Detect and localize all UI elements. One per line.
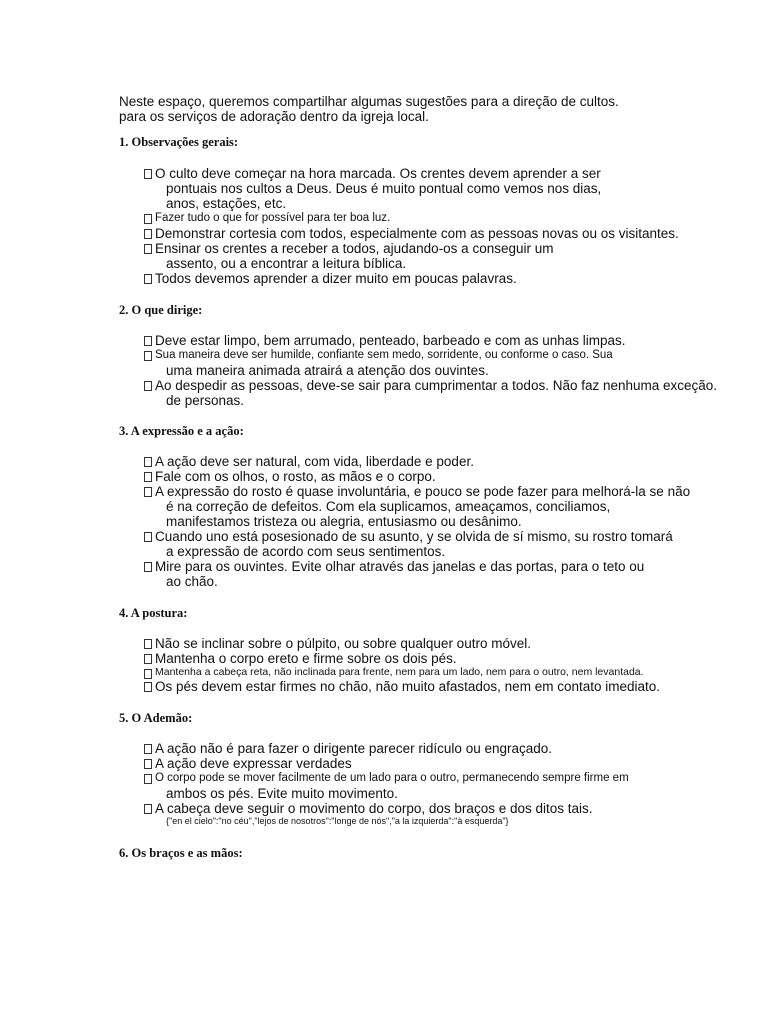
intro-line: para os serviços de adoração dentro da igreja local. — [119, 109, 429, 124]
section-list — [119, 454, 719, 589]
checkbox-glyph-icon — [144, 472, 152, 482]
checkbox-glyph-icon — [144, 759, 152, 769]
checkbox-glyph-icon — [144, 804, 152, 814]
checkbox-glyph-icon — [144, 351, 152, 361]
section-title: 3. A expressão e a ação: — [119, 424, 244, 438]
checkbox-glyph-icon — [144, 336, 152, 346]
list-item: A ação não é para fazer o dirigente parecer ridículo ou engraçado. — [144, 741, 719, 756]
list-item: Mantenha a cabeça reta, não inclinada para frente, nem para um lado, nem para o outro, nem levantada. — [144, 666, 719, 679]
list-item: Ensinar os crentes a receber a todos, ajudando-os a conseguir um assento, ou a encontrar a leitura bíblica. — [144, 241, 719, 271]
list-item: Ao despedir as pessoas, deve-se sair para cumprimentar a todos. Não faz nenhuma exceção. de personas. — [144, 378, 719, 408]
checkbox-glyph-icon — [144, 744, 152, 754]
checkbox-glyph-icon — [144, 639, 152, 649]
list-item: A cabeça deve seguir o movimento do corpo, dos braços e dos ditos tais. — [144, 801, 719, 816]
list-item: Os pés devem estar firmes no chão, não muito afastados, nem em contato imediato. — [144, 679, 719, 694]
intro-line: Neste espaço, queremos compartilhar algumas sugestões para a direção de cultos. — [119, 94, 619, 109]
list-item: Demonstrar cortesia com todos, especialmente com as pessoas novas ou os visitantes. — [144, 226, 719, 241]
list-item: Sua maneira deve ser humilde, confiante sem medo, sorridente, ou conforme o caso. Sua uma maneira animada atrairá a atenção dos ouvintes. — [144, 348, 719, 378]
section-list — [119, 741, 719, 816]
checkbox-glyph-icon — [144, 532, 152, 542]
checkbox-glyph-icon — [144, 169, 152, 179]
checkbox-glyph-icon — [144, 229, 152, 239]
section-list — [119, 166, 719, 286]
list-item: O culto deve começar na hora marcada. Os crentes devem aprender a ser pontuais nos cultos a Deus. Deus é muito pontual como vemos nos dias, anos, estações, etc. — [144, 166, 719, 211]
list-item: Fale com os olhos, o rosto, as mãos e o corpo. — [144, 469, 719, 484]
checkbox-glyph-icon — [144, 457, 152, 467]
checkbox-glyph-icon — [144, 682, 152, 692]
list-item: Não se inclinar sobre o púlpito, ou sobre qualquer outro móvel. — [144, 636, 719, 651]
list-item: A expressão do rosto é quase involuntária, e pouco se pode fazer para melhorá-la se não é na correção de defeitos. Com ela suplicamos, ameaçamos, conciliamos, manifestamos tristeza ou alegria, entusiasmo ou desânimo. — [144, 484, 719, 529]
section-title: 1. Observações gerais: — [119, 135, 239, 149]
checkbox-glyph-icon — [144, 274, 152, 284]
section-list — [119, 333, 719, 408]
checkbox-glyph-icon — [144, 669, 152, 679]
document-page — [119, 94, 719, 861]
checkbox-glyph-icon — [144, 244, 152, 254]
intro — [119, 94, 719, 124]
list-item: Mire para os ouvintes. Evite olhar através das janelas e das portas, para o teto ou ao chão. — [144, 559, 719, 589]
section-title: 2. O que dirige: — [119, 303, 203, 317]
section-list — [119, 636, 719, 694]
section-title: 6. Os braços e as mãos: — [119, 846, 243, 860]
translation-note: {"en el cielo":"no céu","lejos de nosotros":"longe de nós","a la izquierda":"à esquerda"} — [166, 816, 509, 826]
checkbox-glyph-icon — [144, 381, 152, 391]
checkbox-glyph-icon — [144, 654, 152, 664]
section-title: 5. O Ademão: — [119, 711, 193, 725]
list-item: Fazer tudo o que for possível para ter boa luz. — [144, 211, 719, 226]
list-item: Cuando uno está posesionado de su asunto, y se olvida de sí mismo, su rostro tomará a expressão de acordo com seus sentimentos. — [144, 529, 719, 559]
checkbox-glyph-icon — [144, 774, 152, 784]
list-item: O corpo pode se mover facilmente de um lado para o outro, permanecendo sempre firme em ambos os pés. Evite muito movimento. — [144, 771, 719, 801]
list-item: Deve estar limpo, bem arrumado, penteado, barbeado e com as unhas limpas. — [144, 333, 719, 348]
checkbox-glyph-icon — [144, 562, 152, 572]
list-item: A ação deve expressar verdades — [144, 756, 719, 771]
checkbox-glyph-icon — [144, 487, 152, 497]
list-item: A ação deve ser natural, com vida, liberdade e poder. — [144, 454, 719, 469]
section-title: 4. A postura: — [119, 606, 188, 620]
checkbox-glyph-icon — [144, 214, 152, 224]
list-item: Todos devemos aprender a dizer muito em poucas palavras. — [144, 271, 719, 286]
list-item: Mantenha o corpo ereto e firme sobre os dois pés. — [144, 651, 719, 666]
